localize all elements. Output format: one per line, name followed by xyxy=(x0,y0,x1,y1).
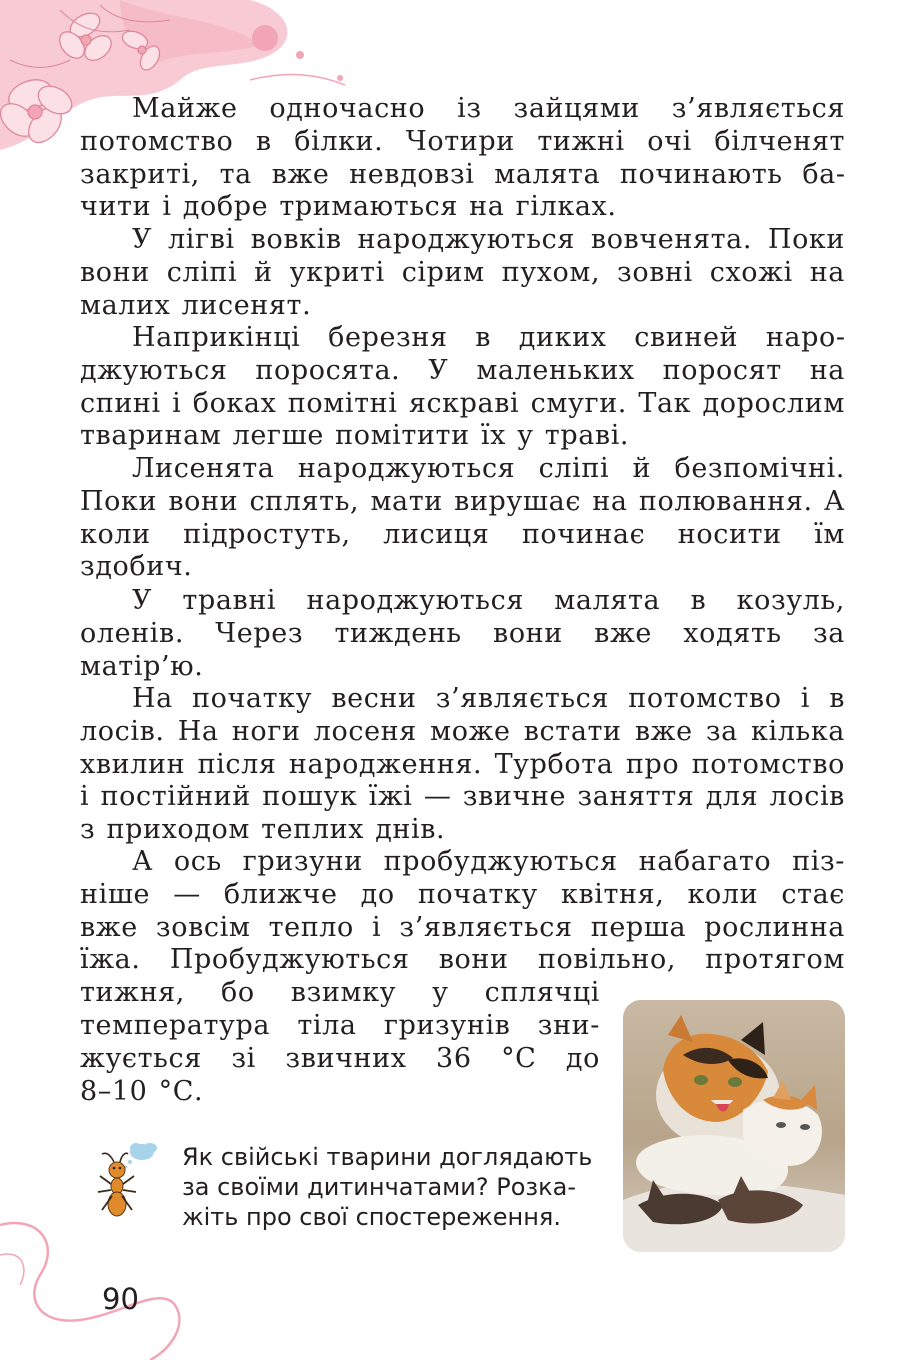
paragraph-rodents-line: ніше — ближче до початку квітня, коли стає xyxy=(80,878,845,910)
paragraph-wild-boars: Наприкінці березня в диких свиней народжуються поросята. У маленьких поросят на спині і боках помітні яскраві смуги. Так дорослим тваринам легше помітити їх у траві. xyxy=(80,322,845,452)
discussion-question xyxy=(182,1142,602,1232)
page-number: 90 xyxy=(102,1282,139,1316)
paragraph-rodents-line: температура тіла гризунів зни- xyxy=(80,1009,600,1041)
paragraph-foxes: Лисенята народжуються сліпі й безпомічні. Поки вони сплять, мати вирушає на полювання. А коли підростуть, лисиця починає носити їм здобич. xyxy=(80,453,845,583)
paragraph-rodents-line: А ось гризуни пробуджуються набагато піз- xyxy=(132,846,845,877)
swirl-decoration xyxy=(0,1215,190,1360)
paragraph-rodents-line: тижня, бо взимку у сплячці xyxy=(80,977,600,1009)
paragraph-rodents-line: 8–10 °С. xyxy=(80,1075,204,1107)
cat-with-kittens-photo xyxy=(623,1000,845,1252)
paragraph-rodents-line: їжа. Пробуджуються вони повільно, протягом xyxy=(80,944,845,976)
paragraph-rodents-line: жується зі звичних 36 °С до xyxy=(80,1042,600,1074)
paragraph-rodents-line: вже зовсім тепло і з’являється перша рослинна xyxy=(80,911,845,943)
paragraph-squirrels: Майже одночасно із зайцями з’являється потомство в білки. Чотири тижні очі білченят закриті, та вже невдовзі малята починають бачити і добре тримаються на гілках. xyxy=(80,93,845,223)
paragraph-roe-deer: У травні народжуються малята в козуль, оленів. Через тиждень вони вже ходять за матір’ю. xyxy=(80,585,845,682)
question-line: за своїми дитинчатами? Розка- xyxy=(182,1173,577,1201)
paragraph-wolves: У лігві вовків народжуються вовченята. Поки вони сліпі й укриті сірим пухом, зовні схожі на малих лисенят. xyxy=(80,224,845,321)
paragraph-moose: На початку весни з’являється потомство і в лосів. На ноги лосеня може встати вже за кілька хвилин після народження. Турбота про потомство і постійний пошук їжі — звичне заняття для лосів з приходом теплих днів. xyxy=(80,683,845,846)
question-line: жіть про свої спостереження. xyxy=(182,1203,561,1231)
ant-icon xyxy=(92,1140,162,1222)
question-line: Як свійські тварини доглядають xyxy=(182,1143,593,1171)
